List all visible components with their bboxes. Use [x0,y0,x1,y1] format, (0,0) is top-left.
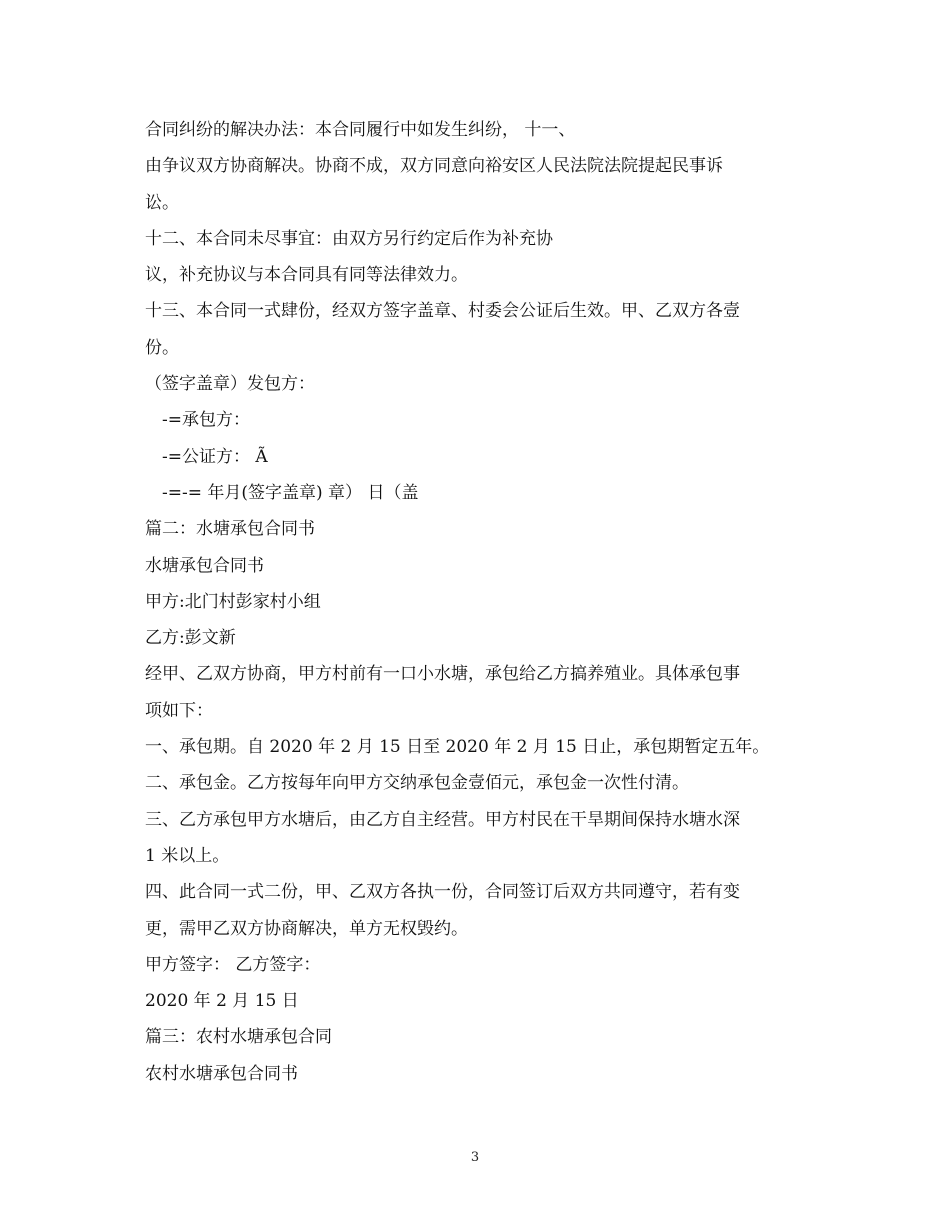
page-number: 3 [470,1150,480,1165]
clause-line: 更，需甲乙双方协商解决，单方无权毁约。 [145,918,468,939]
section-heading: 篇三：农村水塘承包合同 [145,1027,332,1048]
document-body [145,112,810,1092]
date-line: 2020 年 2 月 15 日 [145,991,299,1012]
section-heading: 篇二：水塘承包合同书 [145,519,315,540]
party-b: 乙方:彭文新 [145,628,236,649]
text-line: 议，补充协议与本合同具有同等法律效力。 [145,265,468,286]
text-line: 十三、本合同一式肆份，经双方签字盖章、村委会公证后生效。甲、乙双方各壹 [145,301,740,322]
contract-title: 水塘承包合同书 [145,555,264,576]
text-line: 合同纠纷的解决办法：本合同履行中如发生纠纷， 十一、 [145,120,576,140]
text-line: 由争议双方协商解决。协商不成，双方同意向裕安区人民法院法院提起民事诉 [145,156,723,177]
party-a: 甲方:北门村彭家村小组 [145,591,321,612]
text-line: 份。 [145,337,179,358]
contract-title: 农村水塘承包合同书 [145,1063,298,1084]
signature-line: -=-= 年月(签字盖章) 章） 日（盖 [162,482,419,503]
signature-line: 甲方签字： 乙方签字： [145,954,321,975]
signature-line: -=承包方： [162,410,250,431]
signature-label: （签字盖章）发包方： [145,374,315,395]
signature-line: -=公证方： Ã [162,446,268,467]
clause-line: 三、乙方承包甲方水塘后，由乙方自主经营。甲方村民在干旱期间保持水塘水深 [145,809,740,830]
text-line: 经甲、乙双方协商，甲方村前有一口小水塘，承包给乙方搞养殖业。具体承包事 [145,664,740,685]
clause-line: 1 米以上。 [145,845,230,866]
text-line: 讼。 [145,192,179,213]
clause-line: 二、承包金。乙方按每年向甲方交纳承包金壹佰元，承包金一次性付清。 [145,773,689,794]
clause-line: 四、此合同一式二份，甲、乙双方各执一份，合同签订后双方共同遵守，若有变 [145,882,740,903]
text-line: 十二、本合同未尽事宜：由双方另行约定后作为补充协 [145,228,553,249]
clause-line: 一、承包期。自 2020 年 2 月 15 日至 2020 年 2 月 15 日止，承包期暂定五年。 [145,737,770,758]
text-line: 项如下： [145,700,213,721]
